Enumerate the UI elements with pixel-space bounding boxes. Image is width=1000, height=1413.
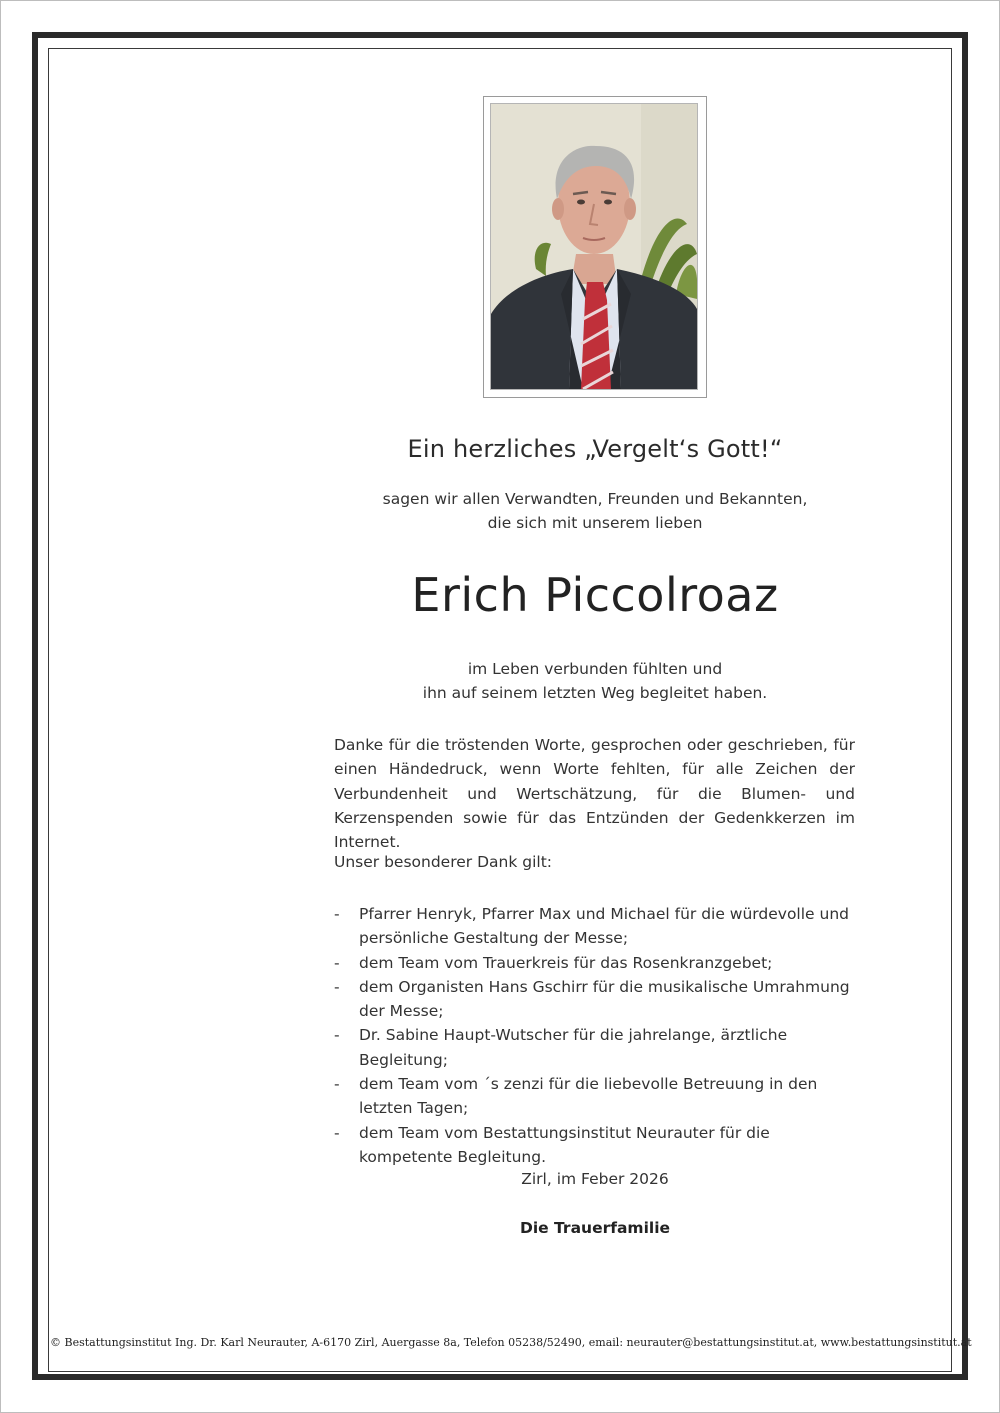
list-item-text: dem Team vom ´s zenzi für die liebevolle Betreuung in den letzten Tagen; <box>359 1075 818 1118</box>
list-item-text: dem Organisten Hans Gschirr für die musikalische Umrahmung der Messe; <box>359 977 850 1021</box>
list-item <box>334 951 864 975</box>
list-dash: - <box>334 953 340 972</box>
list-dash: - <box>334 905 340 923</box>
list-dash: - <box>334 1123 340 1142</box>
deceased-name: Erich Piccolroaz <box>411 568 779 622</box>
list-item-text: dem Team vom Trauerkreis für das Rosenkranzgebet; <box>359 953 773 972</box>
after-name-line-1: im Leben verbunden fühlten und <box>467 660 723 678</box>
list-item <box>334 1121 864 1170</box>
after-name-line-2: ihn auf seinem letzten Weg begleitet haben. <box>422 684 768 702</box>
funeral-home-footer: © Bestattungsinstitut Ing. Dr. Karl Neurauter, A-6170 Zirl, Auergasse 8a, Telefon 05238/52490, email: neurauter@bestattungsinstitut.at, www.bestattungsinstitut.at <box>50 1336 972 1349</box>
list-item-text: Dr. Sabine Haupt-Wutscher für die jahrelange, ärztliche Begleitung; <box>359 1026 788 1069</box>
family-signature: Die Trauerfamilie <box>519 1219 671 1237</box>
list-item <box>334 1072 864 1121</box>
list-dash: - <box>334 1075 340 1094</box>
portrait-photo <box>490 103 698 390</box>
list-item-text: Pfarrer Henryk, Pfarrer Max und Michael für die würdevolle und persönliche Gestaltung der Messe; <box>359 905 849 948</box>
list-dash: - <box>334 977 340 996</box>
list-item <box>334 1023 864 1072</box>
special-thanks-list <box>334 902 864 1169</box>
special-thanks-label: Unser besonderer Dank gilt: <box>334 853 552 871</box>
intro-line-2: die sich mit unserem lieben <box>487 514 703 532</box>
list-item <box>334 902 864 951</box>
list-item-text: dem Team vom Bestattungsinstitut Neurauter für die kompetente Begleitung. <box>359 1123 770 1166</box>
list-dash: - <box>334 1026 340 1045</box>
place-date: Zirl, im Feber 2026 <box>521 1170 669 1188</box>
thanks-paragraph: Danke für die tröstenden Worte, gesprochen oder geschrieben, für einen Händedruck, wenn Worte fehlten, für alle Zeichen der Verbundenheit und Wertschätzung, für die Blumen- und Kerzenspenden sowie für das Entzünden der Gedenkkerzen im Internet. <box>334 736 855 852</box>
intro-line-1: sagen wir allen Verwandten, Freunden und Bekannten, <box>382 490 808 508</box>
headline-thanks: Ein herzliches „Vergelt‘s Gott!“ <box>407 435 783 463</box>
list-item <box>334 975 864 1024</box>
